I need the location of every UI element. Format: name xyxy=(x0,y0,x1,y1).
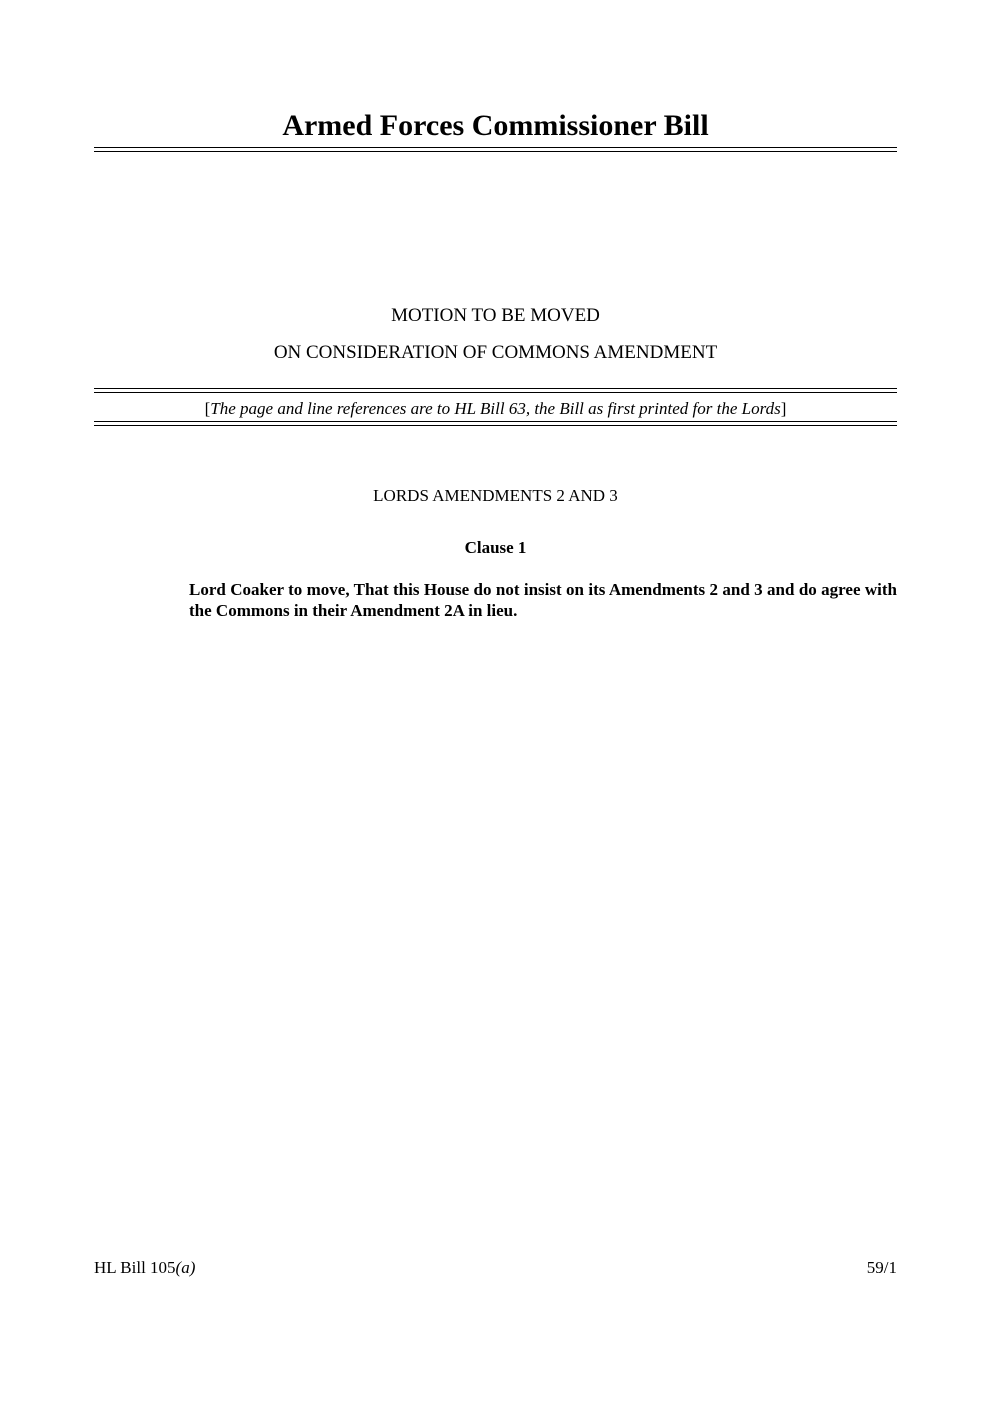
motion-heading-line2: ON CONSIDERATION OF COMMONS AMENDMENT xyxy=(273,342,718,363)
reference-open-bracket: [ xyxy=(204,399,211,418)
reference-note-text: The page and line references are to HL Bill 63, the Bill as first printed for the Lords xyxy=(210,399,781,418)
reference-close-bracket: ] xyxy=(780,399,787,418)
amendments-heading: LORDS AMENDMENTS 2 AND 3 xyxy=(373,486,618,505)
footer-bill-number xyxy=(94,1257,195,1279)
title-rule-top xyxy=(94,147,897,148)
footer-page-ref: 59/1 xyxy=(866,1258,897,1277)
title-rule-bottom xyxy=(94,151,897,152)
footer-bill-suffix: (a) xyxy=(175,1258,196,1277)
reference-rule-top-1 xyxy=(94,388,897,389)
reference-rule-bottom-1 xyxy=(94,421,897,422)
bill-title: Armed Forces Commissioner Bill xyxy=(282,109,709,142)
footer-bill-number-text: HL Bill 105 xyxy=(94,1258,176,1277)
motion-text: Lord Coaker to move, That this House do not insist on its Amendments 2 and 3 and do agree with the Commons in their Amendment 2A in lieu. xyxy=(189,580,897,620)
reference-note xyxy=(94,398,897,420)
reference-rule-top-2 xyxy=(94,392,897,393)
motion-heading-line1: MOTION TO BE MOVED xyxy=(391,305,600,326)
reference-rule-bottom-2 xyxy=(94,425,897,426)
clause-heading: Clause 1 xyxy=(464,538,527,557)
